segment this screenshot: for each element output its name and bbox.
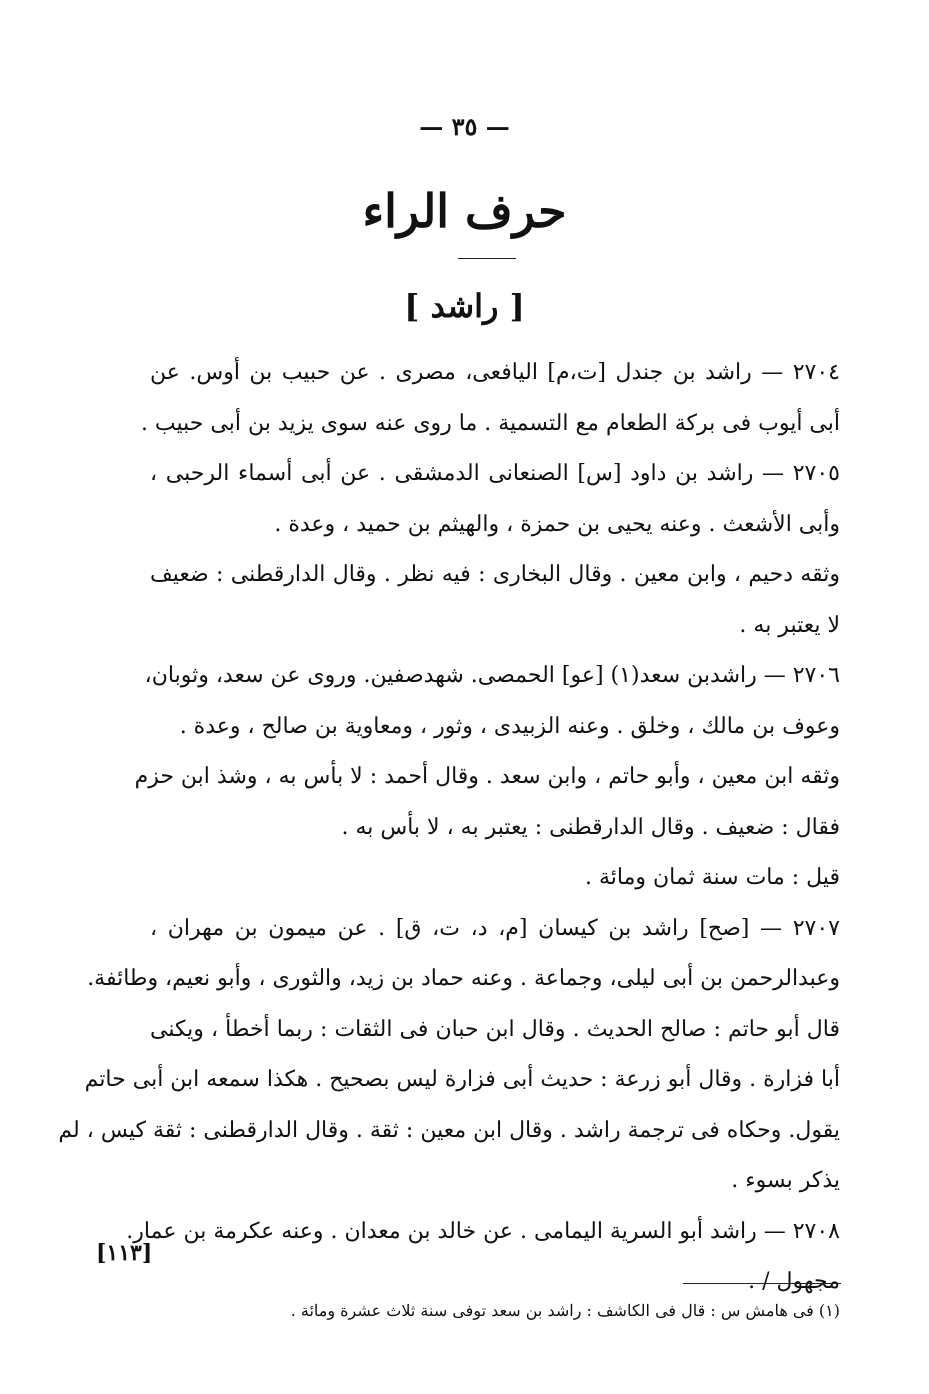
text-line: وأبى الأشعث . وعنه يحيى بن حمزة ، والهيثم بن حميد ، وعدة . — [274, 511, 840, 537]
text-line: وثقه دحيم ، وابن معين . وقال البخارى : فيه نظر . وقال الدارقطنى : ضعيف — [150, 562, 840, 587]
text-line: يذكر بسوء . — [731, 1168, 840, 1193]
text-line: ٢٧٠٥ — راشد بن داود [س] الصنعانى الدمشقى . عن أبى أسماء الرحبى ، — [150, 461, 840, 486]
chapter-title: حرف الراء — [362, 184, 567, 238]
text-line: قال أبو حاتم : صالح الحديث . وقال ابن حبان فى الثقات : ربما أخطأ ، ويكنى — [150, 1016, 840, 1042]
footnote: (١) فى هامش س : قال فى الكاشف : راشد بن سعد توفى سنة ثلاث عشرة ومائة . — [290, 1301, 840, 1320]
text-line: ٢٧٠٧ — [صح] راشد بن كيسان [م، د، ت، ق] . عن ميمون بن مهران ، — [150, 915, 840, 941]
text-line: وعوف بن مالك ، وخلق . وعنه الزبيدى ، وثور ، ومعاوية بن صالح ، وعدة . — [179, 713, 840, 739]
text-line: أبا فزارة . وقال أبو زرعة : حديث أبى فزارة ليس بصحيح . هكذا سمعه ابن أبى حاتم — [84, 1067, 840, 1092]
text-line: ٢٧٠٨ — راشد أبو السرية اليمامى . عن خالد بن معدان . وعنه عكرمة بن عمار. — [126, 1218, 840, 1244]
text-line: يقول. وحكاه فى ترجمة راشد . وقال ابن معين : ثقة . وقال الدارقطنى : ثقة كيس ، لم — [58, 1117, 840, 1143]
text-line: وعبدالرحمن بن أبى ليلى، وجماعة . وعنه حماد بن زيد، والثورى ، وأبو نعيم، وطائفة. — [87, 966, 840, 991]
manuscript-page-reference: [١١٣] — [96, 1240, 153, 1266]
section-heading: [ راشد ] — [404, 287, 525, 325]
text-line: قيل : مات سنة ثمان ومائة . — [585, 865, 840, 890]
text-line: وثقه ابن معين ، وأبو حاتم ، وابن سعد . وقال أحمد : لا بأس به ، وشذ ابن حزم — [134, 764, 840, 789]
text-line: أبى أيوب فى بركة الطعام مع التسمية . ما روى عنه سوى يزيد بن أبى حبيب . — [140, 410, 840, 436]
text-line: ٢٧٠٤ — راشد بن جندل [ت،م] اليافعى، مصرى . عن حبيب بن أوس. عن — [150, 360, 840, 385]
text-line: مجهول / . — [748, 1269, 840, 1294]
text-line: ٢٧٠٦ — راشدبن سعد(١) [عو] الحمصى. شهدصفين. وروى عن سعد، وثوبان، — [144, 663, 840, 688]
text-line: لا يعتبر به . — [739, 612, 840, 638]
footnote-divider — [683, 1283, 841, 1284]
text-line: فقال : ضعيف . وقال الدارقطنى : يعتبر به ، لا بأس به . — [341, 814, 840, 840]
title-divider — [458, 258, 516, 259]
page-number: — ٣٥ — — [419, 112, 510, 141]
